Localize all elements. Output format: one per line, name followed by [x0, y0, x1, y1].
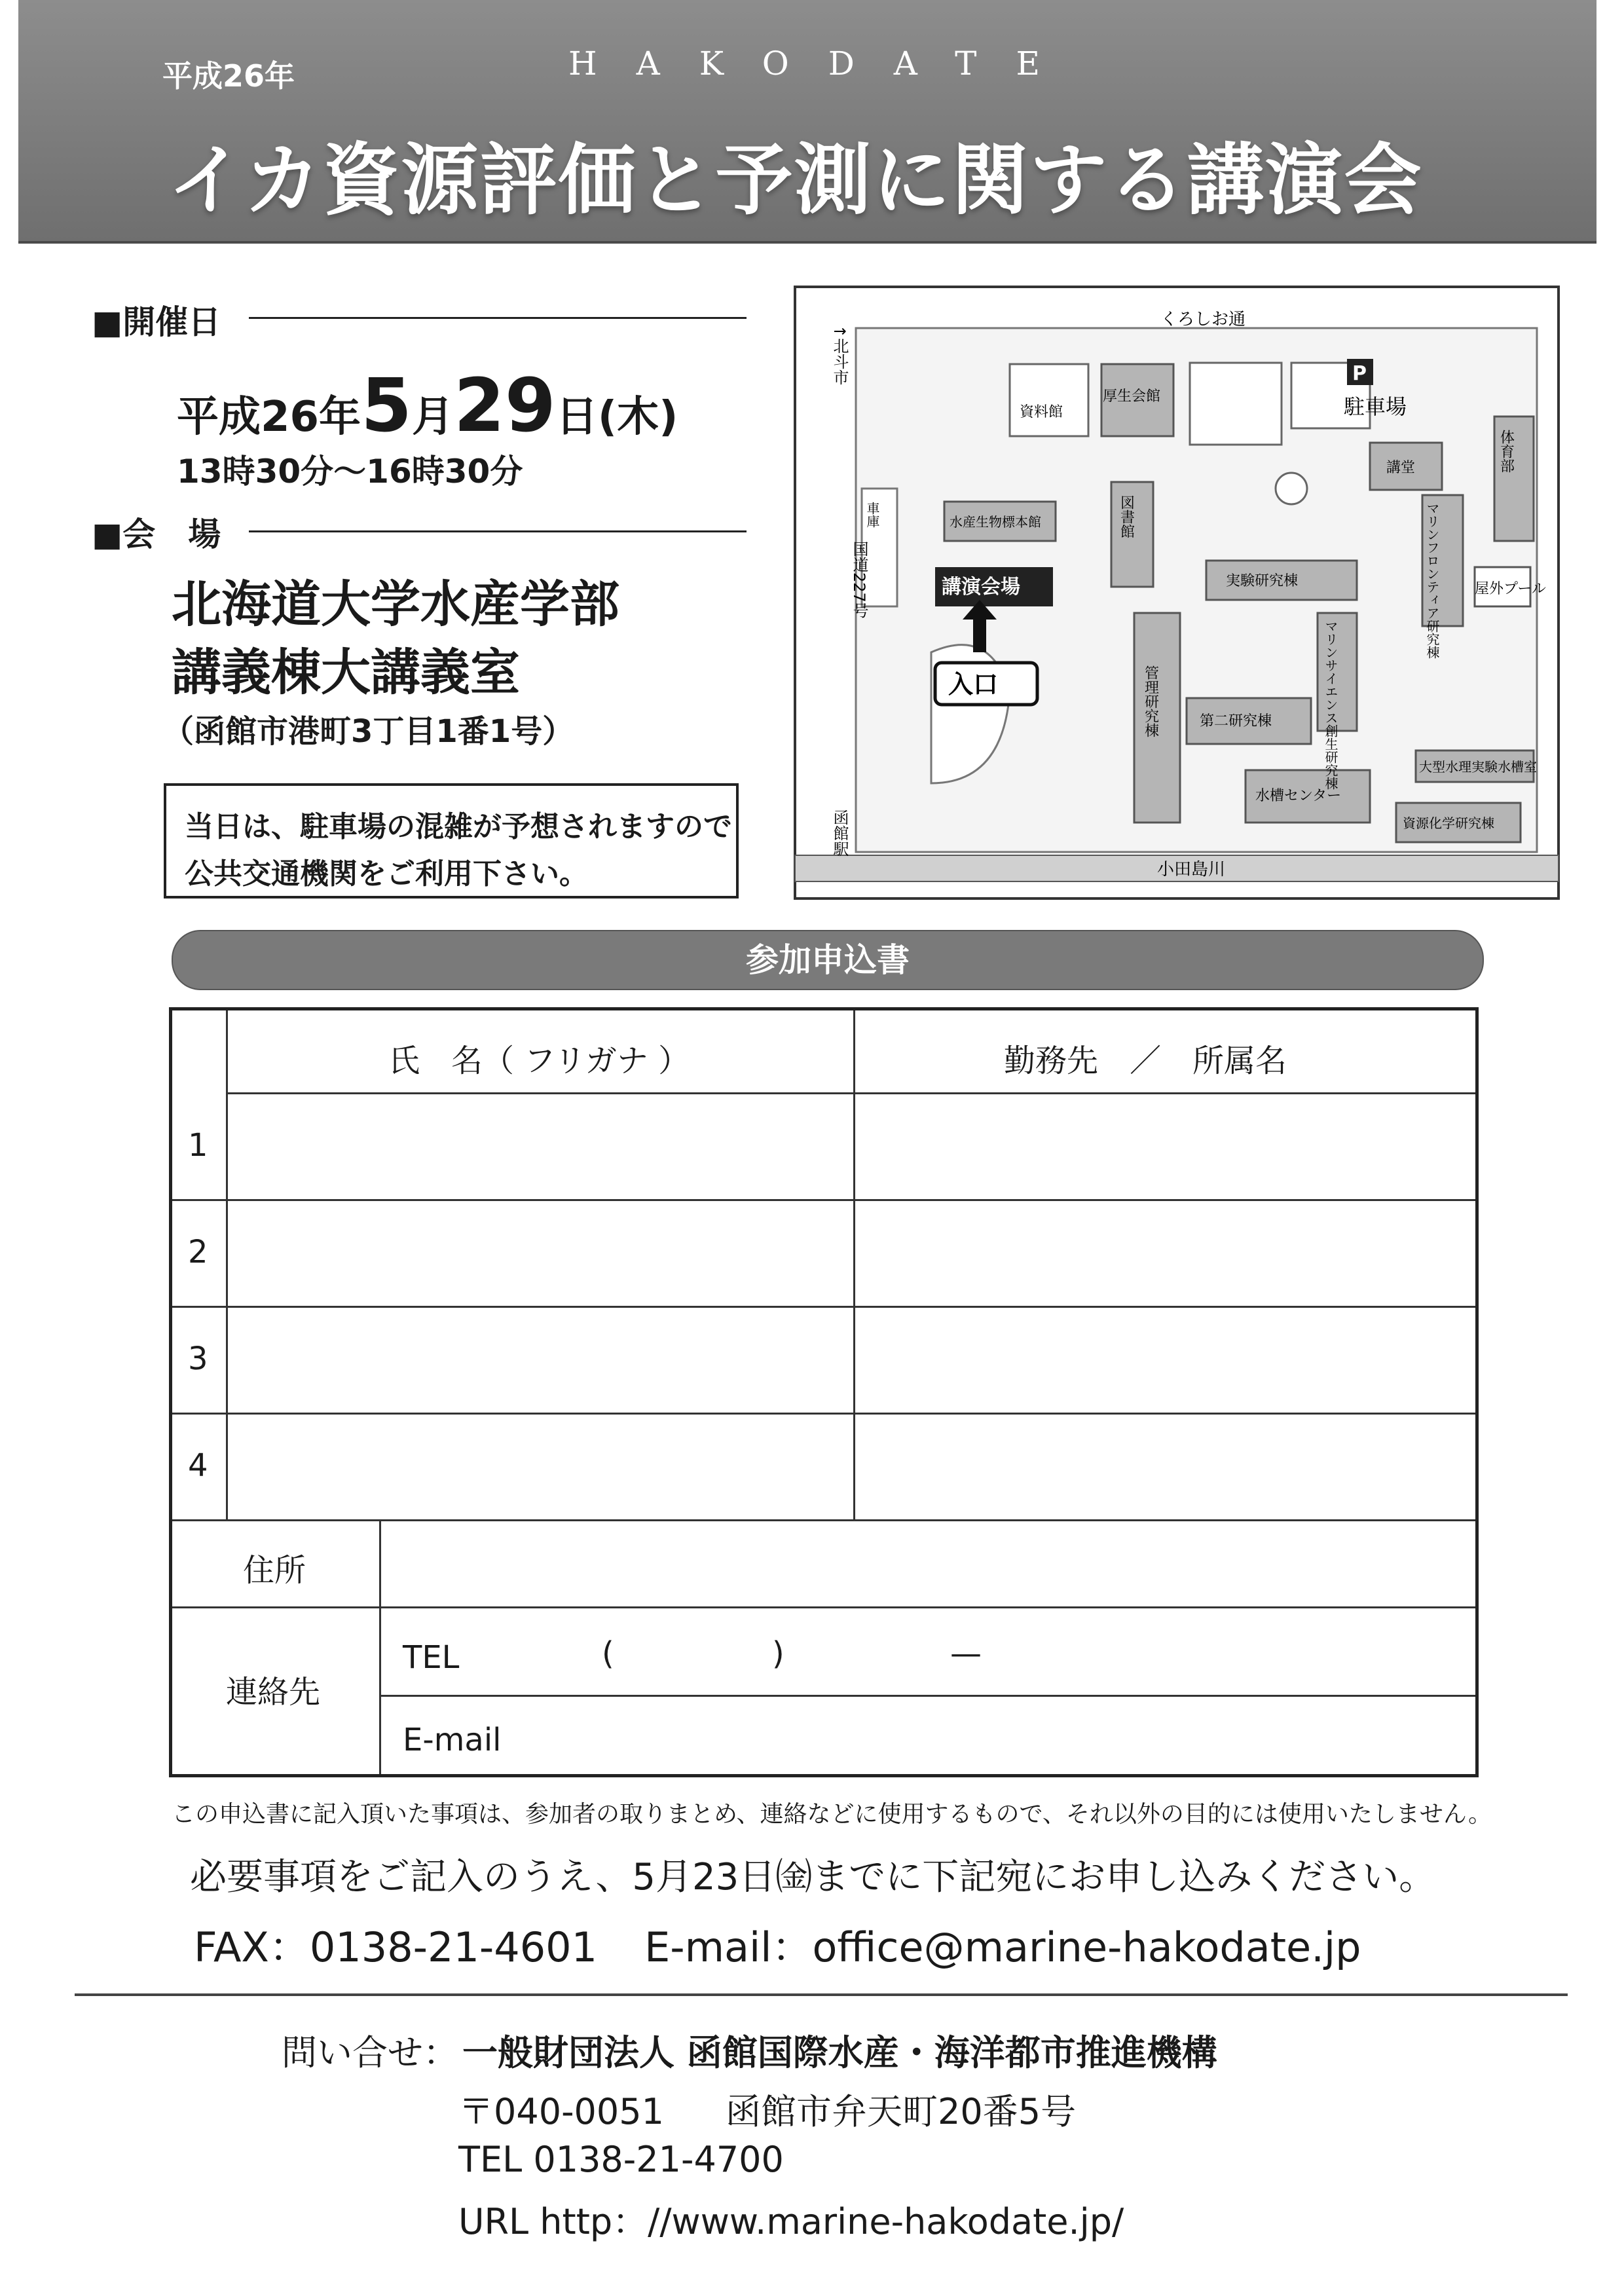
map-label-koseikaikan: 厚生会館	[1103, 388, 1161, 405]
row-line	[172, 1199, 1475, 1201]
building-block	[1190, 363, 1282, 445]
map-label-shiryokan: 資料館	[1020, 404, 1063, 420]
map-label-parking-icon: P	[1352, 362, 1367, 385]
event-time: 13時30分〜16時30分	[177, 453, 523, 491]
date-day-unit: 日	[555, 393, 598, 441]
row-line	[172, 1306, 1475, 1308]
privacy-note: この申込書に記入頂いた事項は、参加者の取りまとめ、連絡などに使用するもので、それ以外の目的には使用いたしません。	[172, 1801, 1492, 1828]
map-label-kotajima: 小田島川	[1157, 860, 1226, 880]
venue-address: （函館市港町3丁目1番1号）	[162, 713, 574, 750]
contact-label: 連絡先	[226, 1674, 321, 1711]
date-day: 29	[454, 363, 556, 449]
row-number: 1	[188, 1127, 208, 1164]
map-label-parking: 駐車場	[1344, 394, 1407, 419]
address-label: 住所	[243, 1552, 306, 1589]
header-row-line	[226, 1092, 1475, 1094]
row-line	[172, 1606, 1475, 1608]
map-label-suisan-seibutsu: 水産生物標本館	[950, 514, 1041, 530]
contact-row-line	[379, 1695, 1475, 1697]
submit-email: E-mail：office@marine-hakodate.jp	[644, 1923, 1361, 1971]
map-label-kokudo: 国道227号	[850, 541, 868, 618]
page-title: イカ資源評価と予測に関する講演会	[168, 135, 1423, 225]
date-weekday: (木)	[597, 393, 678, 441]
map-label-toshokan: 図書館	[1118, 495, 1135, 538]
map-label-taiikubu: 体育部	[1498, 430, 1515, 473]
contact-heading: 問い合せ：	[282, 2032, 458, 2073]
label-column-divider	[379, 1519, 381, 1774]
application-form-bar	[172, 930, 1484, 990]
era-year: 平成26年	[162, 58, 295, 94]
map-label-hokuto: ↑北斗市	[830, 325, 849, 386]
row-number: 3	[188, 1341, 208, 1377]
column-header-affiliation: 勤務先 ／ 所属名	[1004, 1043, 1287, 1079]
notice-line-1: 当日は、駐車場の混雑が予想されますので	[185, 810, 732, 843]
row-number-divider	[226, 1010, 228, 1519]
map-label-suiri: 大型水理実験水槽室	[1419, 759, 1537, 775]
shiryokan-bldg	[1010, 364, 1088, 436]
event-date	[177, 363, 678, 449]
footer-divider	[75, 1993, 1568, 1996]
map-label-marine-science: マリンサイエンス創生研究棟	[1323, 620, 1338, 790]
tel-label: TEL	[403, 1639, 460, 1676]
hakodate-caption: HAKODATE	[568, 45, 1080, 83]
contact-organization: 一般財団法人 函館国際水産・海洋都市推進機構	[462, 2032, 1217, 2073]
notice-line-2: 公共交通機関をご利用下さい。	[185, 857, 588, 891]
map-label-kanri: 管理研究棟	[1142, 665, 1159, 737]
map-label-shako: 車庫	[864, 502, 880, 528]
email-label: E-mail	[403, 1722, 502, 1758]
schedule-divider	[249, 317, 747, 319]
contact-address: 函館市弁天町20番5号	[726, 2091, 1077, 2132]
map-label-marine-frontier: マリンフロンティア研究棟	[1424, 502, 1440, 659]
schedule-label: ■開催日	[92, 303, 221, 341]
date-month-unit: 月	[412, 393, 454, 441]
row-number: 4	[188, 1447, 208, 1484]
map-label-shigen-kagaku: 資源化学研究棟	[1403, 815, 1494, 831]
date-prefix: 平成26年	[177, 393, 361, 441]
date-month: 5	[361, 363, 412, 449]
postal-code: 〒040-0051	[458, 2091, 664, 2132]
parking-notice	[164, 783, 739, 898]
roundabout	[1276, 473, 1307, 504]
deadline-text: 必要事項をご記入のうえ、5月23日㈮までに下記宛にお申し込みください。	[190, 1856, 1436, 1898]
campus-map	[794, 286, 1560, 900]
map-label-hakodate-eki: 函館駅	[830, 809, 849, 857]
map-label-okugai-pool: 屋外プール	[1475, 581, 1546, 597]
venue-name-1: 北海道大学水産学部	[172, 575, 619, 633]
venue-divider	[249, 530, 747, 532]
row-line	[172, 1519, 1475, 1521]
map-label-suiso: 水槽センター	[1255, 788, 1342, 804]
map-label-entrance: 入口	[948, 670, 999, 699]
application-form-title: 参加申込書	[746, 941, 910, 979]
row-line	[172, 1413, 1475, 1415]
column-header-name: 氏 名（ フリガナ ）	[388, 1043, 690, 1079]
submit-info	[194, 1915, 1361, 1973]
map-label-venue: 講演会場	[942, 576, 1020, 599]
map-label-kuroshio: くろしお通	[1160, 310, 1246, 329]
tel-dash: —	[950, 1635, 982, 1672]
map-label-jikken: 実験研究棟	[1226, 573, 1299, 589]
name-affiliation-divider	[853, 1010, 855, 1519]
venue-name-2: 講義棟大講義室	[172, 643, 520, 701]
venue-label: ■会 場	[92, 515, 221, 553]
tel-paren-close: )	[772, 1635, 784, 1672]
fax-number: FAX：0138-21-4601	[194, 1923, 598, 1971]
row-number: 2	[188, 1234, 208, 1270]
contact-tel: TEL 0138-21-4700	[458, 2139, 784, 2180]
contact-url: URL http：//www.marine-hakodate.jp/	[458, 2201, 1124, 2242]
application-form	[169, 1007, 1479, 1777]
tel-paren-open: (	[602, 1635, 614, 1672]
map-label-kodo: 講堂	[1386, 460, 1416, 476]
map-label-daini: 第二研究棟	[1200, 713, 1272, 730]
